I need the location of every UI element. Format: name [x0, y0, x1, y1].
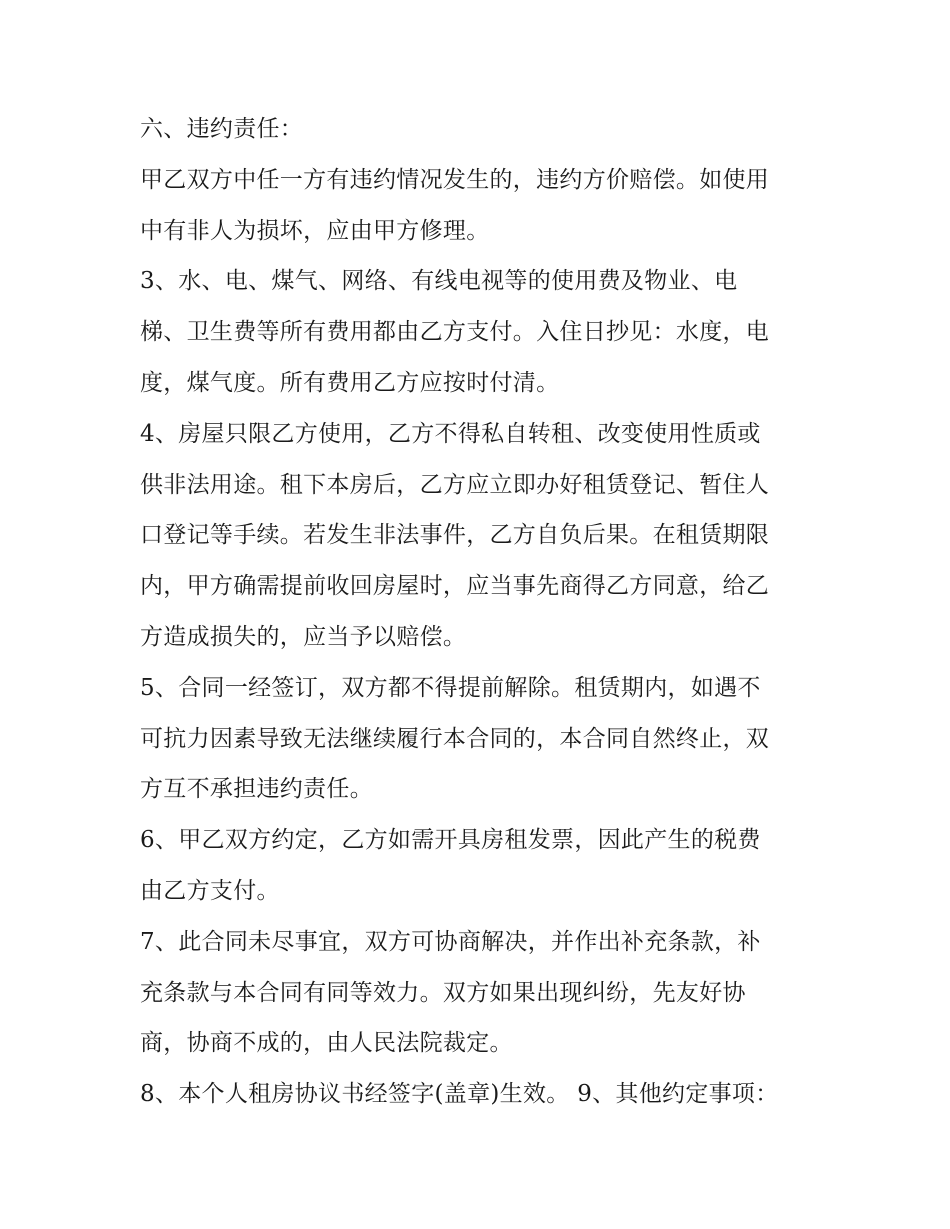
- text-line: 6、甲乙双方约定，乙方如需开具房租发票，因此产生的税费: [140, 827, 761, 854]
- document-body: [140, 104, 820, 1120]
- text-line: 中有非人为损坏，应由甲方修理。: [140, 217, 490, 244]
- text-line: 供非法用途。租下本房后，乙方应立即办好租赁登记、暂住人: [140, 471, 770, 498]
- text-line: 3、水、电、煤气、网络、有线电视等的使用费及物业、电: [140, 268, 738, 295]
- text-line: 口登记等手续。若发生非法事件，乙方自负后果。在租赁期限: [140, 522, 770, 549]
- text-line: 梯、卫生费等所有费用都由乙方支付。入住日抄见：水度，电: [140, 319, 770, 346]
- text-line: 4、房屋只限乙方使用，乙方不得私自转租、改变使用性质或: [140, 420, 761, 447]
- text-line: 方造成损失的，应当予以赔偿。: [140, 623, 467, 650]
- text-line: 5、合同一经签订，双方都不得提前解除。租赁期内，如遇不: [140, 674, 761, 701]
- text-line: 可抗力因素导致无法继续履行本合同的，本合同自然终止，双: [140, 725, 770, 752]
- section-heading: 六、违约责任：: [140, 116, 304, 142]
- text-line: 度，煤气度。所有费用乙方应按时付清。: [140, 369, 560, 396]
- text-line: 方互不承担违约责任。: [140, 776, 373, 803]
- text-line: 8、本个人租房协议书经签字(盖章)生效。 9、其他约定事项：: [140, 1081, 779, 1108]
- text-line: 充条款与本合同有同等效力。双方如果出现纠纷，先友好协: [140, 979, 746, 1006]
- text-line: 7、此合同未尽事宜，双方可协商解决，并作出补充条款，补: [140, 928, 761, 955]
- text-line: 由乙方支付。: [140, 877, 280, 904]
- text-line: 甲乙双方中任一方有违约情况发生的，违约方价赔偿。如使用: [140, 166, 770, 193]
- text-line: 内，甲方确需提前收回房屋时，应当事先商得乙方同意，给乙: [140, 573, 770, 600]
- text-line: 商，协商不成的，由人民法院裁定。: [140, 1030, 513, 1057]
